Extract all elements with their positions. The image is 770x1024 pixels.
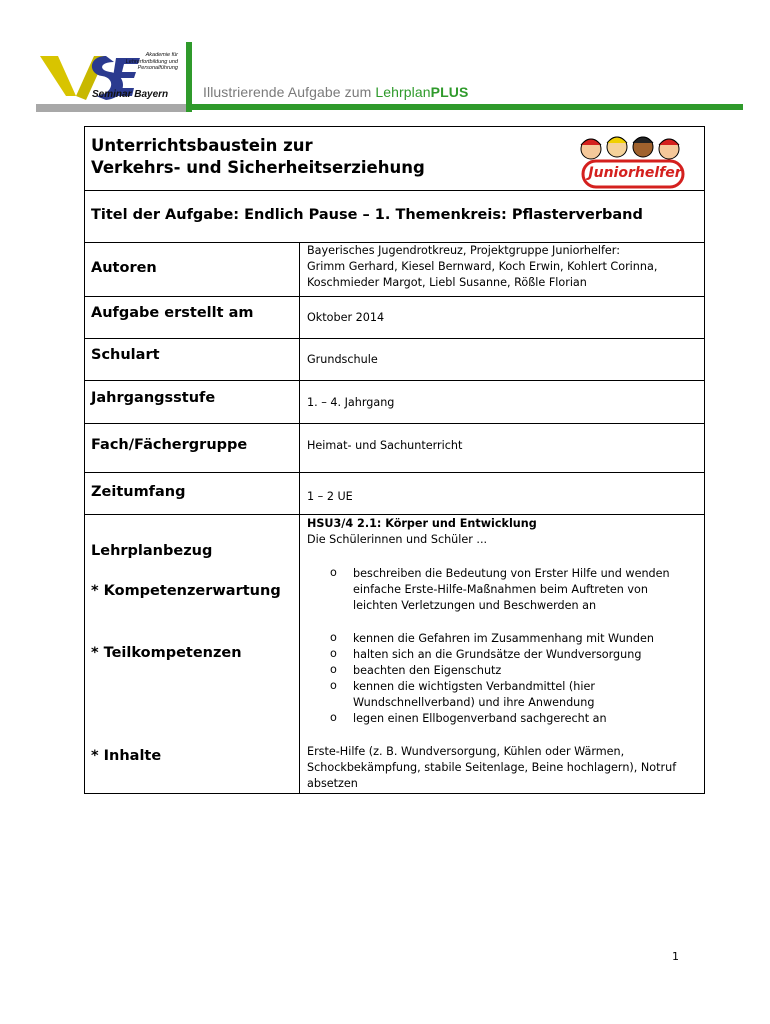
value-fach: Heimat- und Sachunterricht <box>307 439 463 452</box>
bullet-marker: o <box>330 663 337 676</box>
kompetenz-text <box>353 566 693 614</box>
bullet-marker: o <box>330 631 337 644</box>
label-teilkompetenzen: * Teilkompetenzen <box>91 645 242 661</box>
inhalte-line: Schockbekämpfung, stabile Seitenlage, Beine hochlagern), Notruf <box>307 761 677 774</box>
inhalte-text <box>307 744 702 792</box>
se-logo-icon <box>36 40 186 112</box>
kompetenz-line: leichten Verletzungen und Beschwerden an <box>353 599 597 612</box>
juniorhelfer-logo-icon <box>569 131 699 191</box>
bullet-marker: o <box>330 566 337 579</box>
autoren-line: Bayerisches Jugendrotkreuz, Projektgruppe Juniorhelfer: <box>307 244 620 257</box>
heading-row <box>85 127 704 191</box>
label-inhalte: * Inhalte <box>91 748 162 764</box>
seminar-bayern-text: Seminar Bayern <box>92 89 169 100</box>
page-number: 1 <box>672 950 679 963</box>
header-vertical-rule <box>186 42 192 112</box>
logo-gray-bar <box>36 104 186 112</box>
header-title-prefix: Illustrierende Aufgabe zum <box>203 84 376 100</box>
intro-text: Die Schülerinnen und Schüler ... <box>307 533 488 546</box>
label-lehrplanbezug: Lehrplanbezug <box>91 543 213 559</box>
info-table <box>84 126 705 794</box>
label-zeitumfang: Zeitumfang <box>91 484 186 500</box>
teil-item: kennen die Gefahren im Zusammenhang mit Wunden <box>353 632 654 645</box>
bullet-marker: o <box>330 711 337 724</box>
inhalte-line: Erste-Hilfe (z. B. Wundversorgung, Kühlen oder Wärmen, <box>307 745 625 758</box>
header-horizontal-rule <box>186 104 743 110</box>
kompetenz-line: einfache Erste-Hilfe-Maßnahmen beim Auftreten von <box>353 583 648 596</box>
bullet-marker: o <box>330 679 337 692</box>
inhalte-line: absetzen <box>307 777 358 790</box>
value-autoren <box>307 243 702 291</box>
heading-line-1: Unterrichtsbaustein zur <box>91 136 313 155</box>
label-autoren: Autoren <box>91 260 157 276</box>
value-jahrgang: 1. – 4. Jahrgang <box>307 396 395 409</box>
heading-line-2: Verkehrs- und Sicherheitserziehung <box>91 158 425 177</box>
teil-item: legen einen Ellbogenverband sachgerecht an <box>353 712 607 725</box>
label-jahrgang: Jahrgangsstufe <box>91 390 216 406</box>
teil-item: kennen die wichtigsten Verbandmittel (hier <box>353 680 595 693</box>
task-title: Titel der Aufgabe: Endlich Pause – 1. Themenkreis: Pflasterverband <box>91 207 643 223</box>
document-heading <box>91 135 425 179</box>
akademie-text: Akademie für Lehrerfortbildung und Personalführung <box>125 52 178 71</box>
header-title-lehrplan: Lehrplan <box>375 84 431 100</box>
teil-item-continued: Wundschnellverband) und ihre Anwendung <box>353 696 595 709</box>
autoren-line: Grimm Gerhard, Kiesel Bernward, Koch Erwin, Kohlert Corinna, <box>307 260 658 273</box>
label-fach: Fach/Fächergruppe <box>91 437 248 453</box>
label-schulart: Schulart <box>91 347 160 363</box>
value-schulart: Grundschule <box>307 353 378 366</box>
hsu-heading: HSU3/4 2.1: Körper und Entwicklung <box>307 517 537 530</box>
header-title-plus: PLUS <box>430 84 469 100</box>
value-erstellt: Oktober 2014 <box>307 311 385 324</box>
label-erstellt: Aufgabe erstellt am <box>91 305 254 321</box>
autoren-line: Koschmieder Margot, Liebl Susanne, Rößle Florian <box>307 276 587 289</box>
juniorhelfer-label: Juniorhelfer <box>588 165 682 181</box>
header-title <box>203 84 468 100</box>
teil-item: halten sich an die Grundsätze der Wundversorgung <box>353 648 642 661</box>
value-zeitumfang: 1 – 2 UE <box>307 490 353 503</box>
label-kompetenzerwartung: * Kompetenzerwartung <box>91 583 281 599</box>
teil-item: beachten den Eigenschutz <box>353 664 502 677</box>
kompetenz-line: beschreiben die Bedeutung von Erster Hilfe und wenden <box>353 567 670 580</box>
bullet-marker: o <box>330 647 337 660</box>
